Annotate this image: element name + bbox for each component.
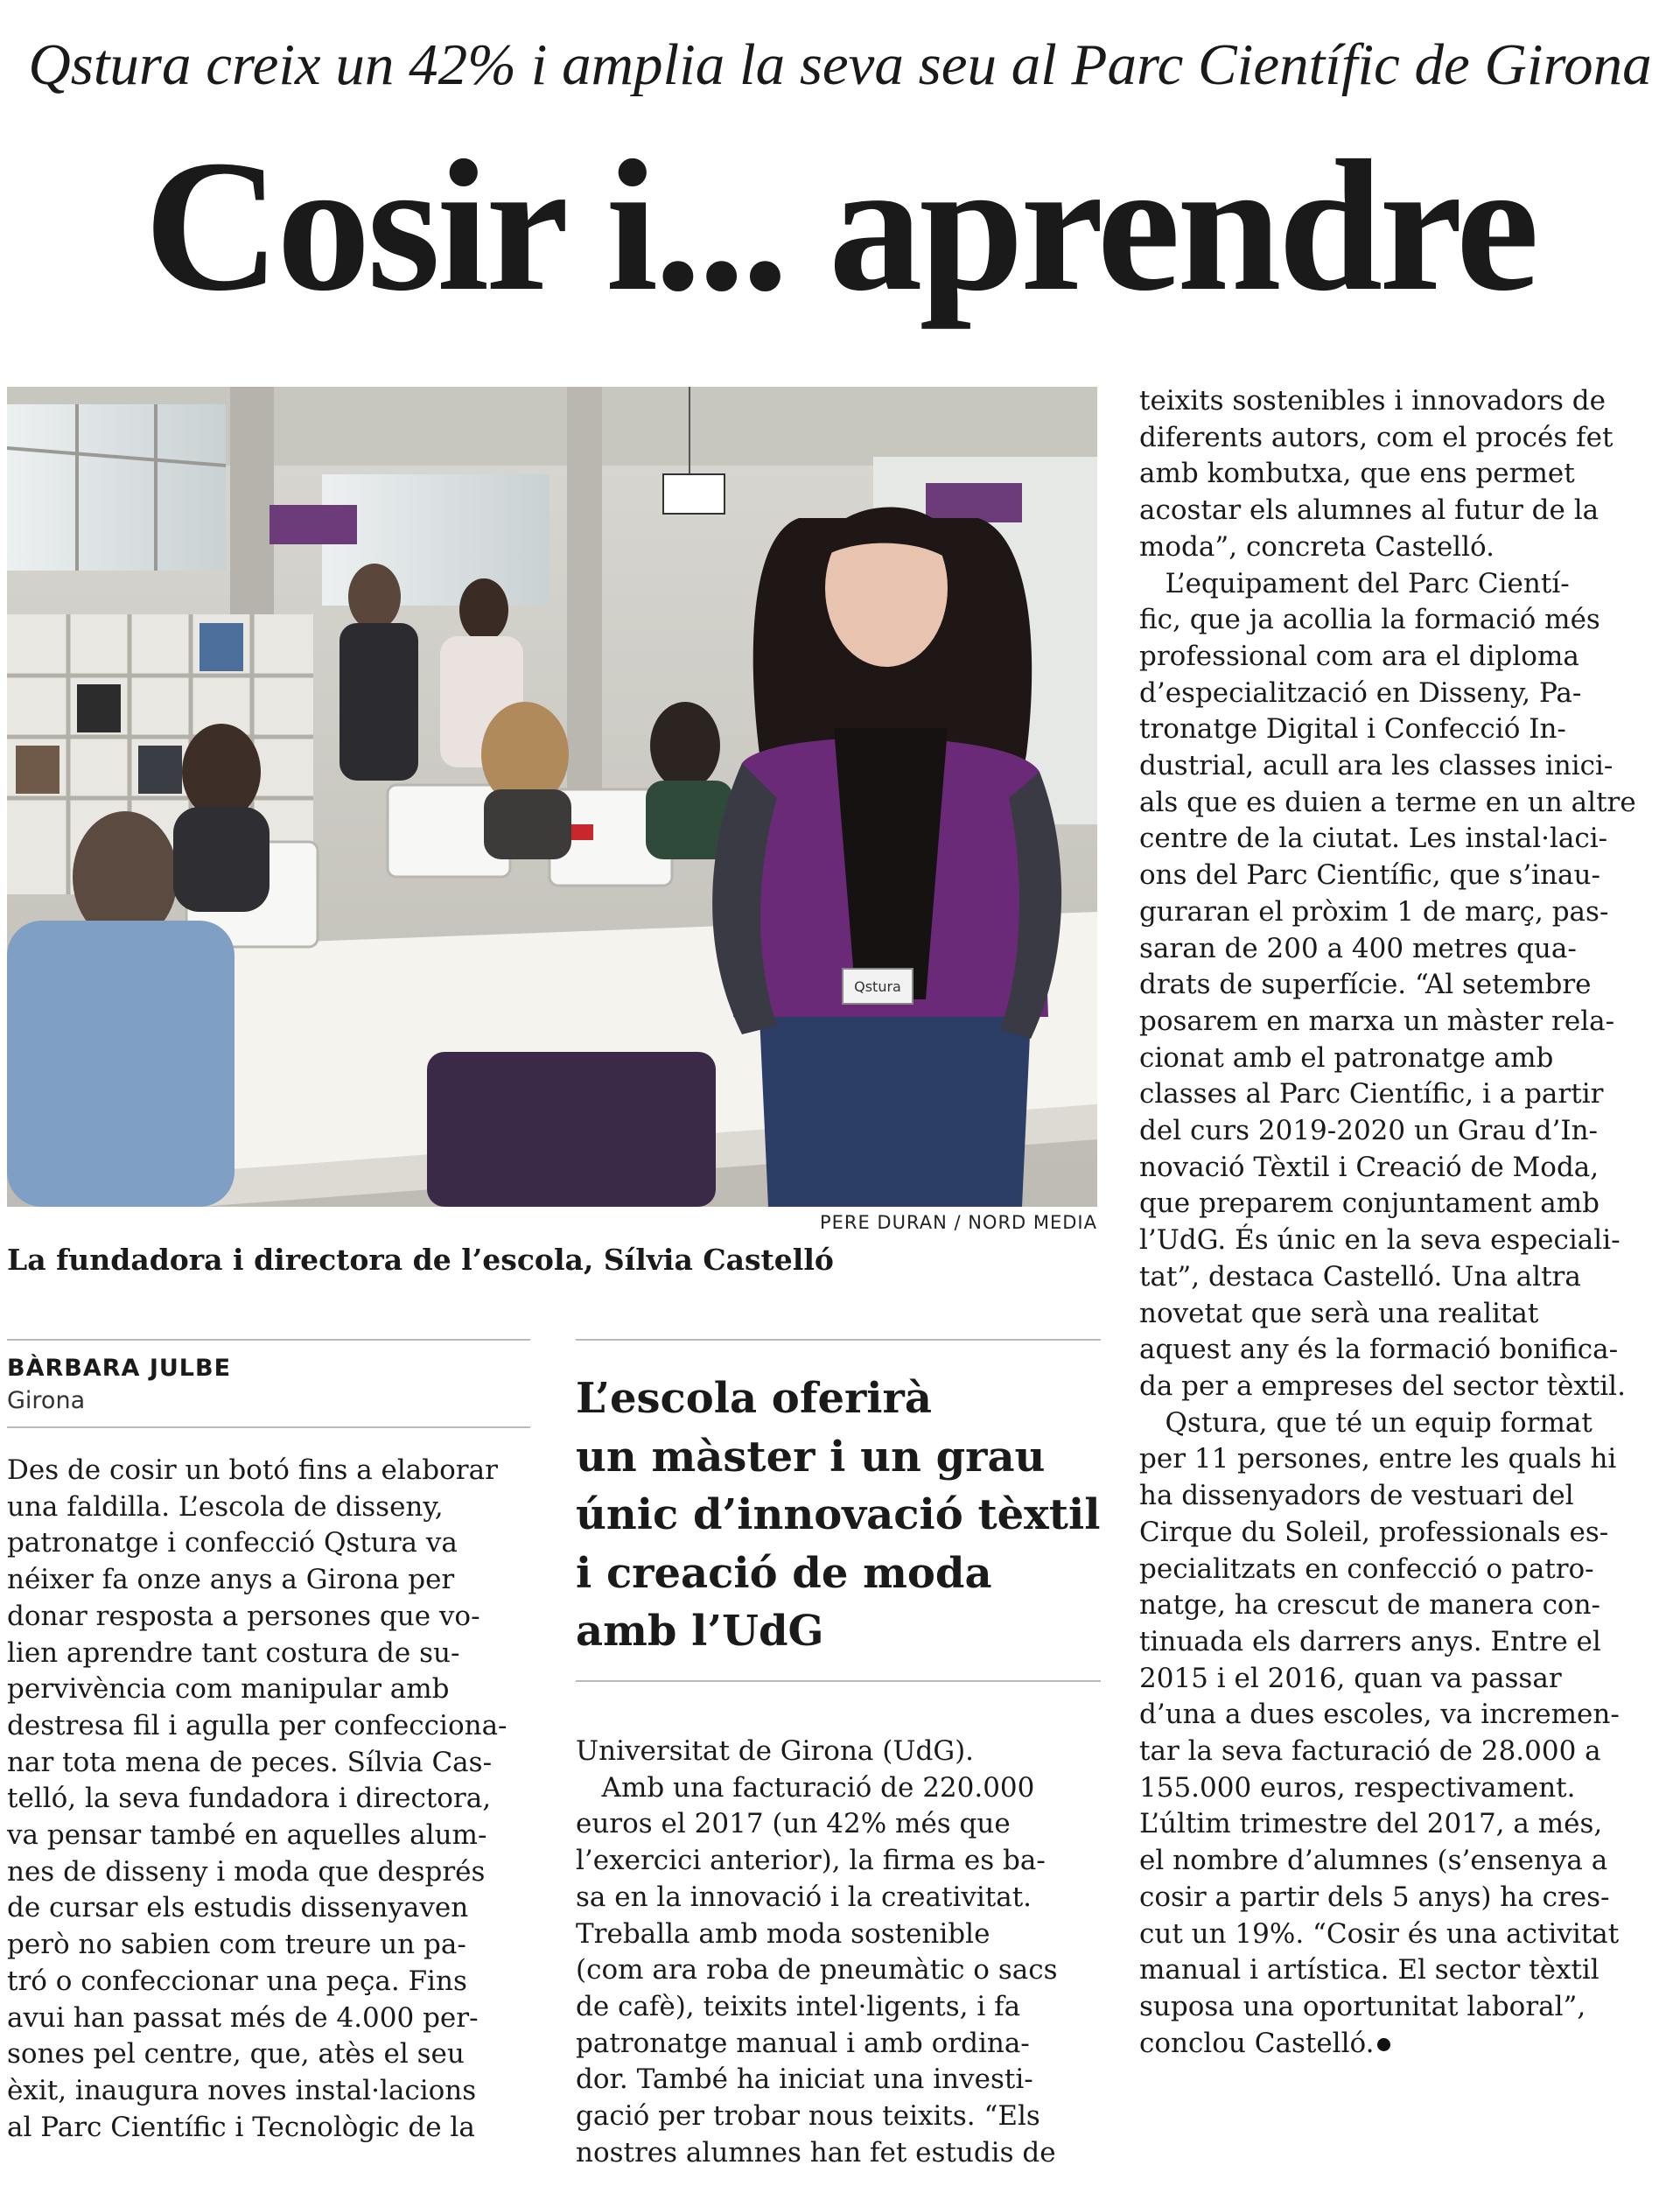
subhead-line: únic d’innovació tèxtil <box>576 1490 1101 1539</box>
photo-caption: La fundadora i directora de l’escola, Sílvia Castelló <box>7 1243 834 1277</box>
byline-place: Girona <box>7 1387 86 1414</box>
text-line: classes al Parc Científic, i a partir <box>1139 1078 1604 1111</box>
text-line: cut un 19%. “Cosir és una activitat <box>1139 1917 1620 1950</box>
text-line: gació per trobar nous teixits. “Els <box>576 2100 1040 2133</box>
text-line: Qstura, que té un equip format <box>1139 1406 1592 1439</box>
kicker: Qstura creix un 42% i amplia la seva seu al Parc Científic de Girona <box>28 32 1652 97</box>
text-line: tronatge Digital i Confecció In- <box>1139 713 1566 746</box>
text-line: (com ara roba de pneumàtic o sacs <box>576 1954 1058 1986</box>
text-line: l’exercici anterior), la firma es ba- <box>576 1845 1046 1877</box>
text-line: novetat que serà una realitat <box>1139 1297 1539 1329</box>
text-line: dor. També ha iniciat una investi- <box>576 2063 1033 2096</box>
text-line: donar resposta a persones que vo- <box>7 1600 480 1632</box>
subhead-line: un màster i un grau <box>576 1432 1046 1482</box>
text-line: nostres alumnes han fet estudis de <box>576 2136 1056 2168</box>
text-line: teixits sostenibles i innovadors de <box>1139 385 1606 417</box>
text-line: per 11 persones, entre les quals hi <box>1139 1443 1617 1475</box>
text-line: conclou Castelló. <box>1139 2027 1375 2059</box>
text-line: de cursar els estudis dissenyaven <box>7 1892 469 1924</box>
text-line: destresa fil i agulla per confecciona- <box>7 1709 508 1741</box>
text-line: ons del Parc Científic, que s’inau- <box>1139 859 1600 892</box>
text-line: nes de disseny i moda que després <box>7 1855 486 1888</box>
end-mark-icon <box>1377 2038 1390 2051</box>
text-line: cionat amb el patronatge amb <box>1139 1041 1554 1074</box>
text-line: professional com ara el diploma <box>1139 640 1579 672</box>
text-line: fic, que ja acollia la formació més <box>1139 604 1600 636</box>
subhead-line: amb l’UdG <box>576 1607 824 1656</box>
byline-author: BÀRBARA JULBE <box>7 1355 232 1382</box>
text-line: amb kombutxa, que ens permet <box>1139 458 1575 490</box>
text-line: Cirque du Soleil, professionals es- <box>1139 1516 1609 1548</box>
text-line: acostar els alumnes al futur de la <box>1139 494 1600 527</box>
divider <box>576 1680 1101 1682</box>
text-line: saran de 200 a 400 metres qua- <box>1139 932 1577 964</box>
text-line: va pensar també en aquelles alum- <box>7 1819 487 1852</box>
body-column-3 <box>1139 383 1664 2062</box>
text-line: guraran el pròxim 1 de març, pas- <box>1139 895 1609 928</box>
text-line: de cafè), teixits intel·ligents, i fa <box>576 1990 1021 2022</box>
text-line: pervivència com manipular amb <box>7 1673 450 1706</box>
text-line: tat”, destaca Castelló. Una altra <box>1139 1260 1581 1293</box>
text-line: aquest any és la formació bonifica- <box>1139 1334 1619 1366</box>
text-line: Des de cosir un botó fins a elaborar <box>7 1454 498 1486</box>
text-line: sones pel centre, que, atès el seu <box>7 2038 465 2070</box>
name-badge: Qstura <box>854 978 901 995</box>
text-line: tar la seva facturació de 28.000 a <box>1139 1735 1601 1768</box>
text-line: Universitat de Girona (UdG). <box>576 1735 975 1767</box>
text-line: moda”, concreta Castelló. <box>1139 530 1494 563</box>
photo-credit: PERE DURAN / NORD MEDIA <box>819 1212 1097 1233</box>
text-line: euros el 2017 (un 42% més que <box>576 1808 1011 1840</box>
text-line: drats de superfície. “Al setembre <box>1139 969 1592 1001</box>
text-line: da per a empreses del sector tèxtil. <box>1139 1370 1626 1402</box>
text-line: tinuada els darrers anys. Entre el <box>1139 1625 1601 1657</box>
text-line: lien aprendre tant costura de su- <box>7 1636 460 1669</box>
text-line: que preparem conjuntament amb <box>1139 1188 1600 1220</box>
text-line: pecialitzats en confecció o patro- <box>1139 1552 1594 1585</box>
text-line-final <box>1139 2026 1664 2063</box>
text-line: L’equipament del Parc Cientí- <box>1139 567 1570 599</box>
text-line: cosir a partir dels 5 anys) ha cres- <box>1139 1881 1610 1913</box>
text-line: patronatge manual i amb ordina- <box>576 2027 1030 2059</box>
text-line: Amb una facturació de 220.000 <box>576 1771 1035 1804</box>
divider <box>7 1339 530 1341</box>
text-line: sa en la innovació i la creativitat. <box>576 1881 1032 1913</box>
text-line: ha dissenyadors de vestuari del <box>1139 1480 1574 1512</box>
classroom-photo <box>7 387 1097 1207</box>
text-line: una faldilla. L’escola de disseny, <box>7 1490 444 1523</box>
text-line: 155.000 euros, respectivament. <box>1139 1771 1576 1804</box>
divider <box>7 1426 530 1428</box>
text-line: al Parc Científic i Tecnològic de la <box>7 2111 475 2143</box>
text-line: suposa una oportunitat laboral”, <box>1139 1990 1586 2022</box>
text-line: centre de la ciutat. Les instal·laci- <box>1139 823 1608 855</box>
divider <box>576 1339 1101 1341</box>
text-line: d’especialització en Disseny, Pa- <box>1139 676 1582 709</box>
text-line: avui han passat més de 4.000 per- <box>7 2001 479 2034</box>
article-photo <box>7 387 1097 1207</box>
text-line: èxit, inaugura noves instal·lacions <box>7 2074 477 2106</box>
text-line: el nombre d’alumnes (s’ensenya a <box>1139 1845 1608 1877</box>
text-line: però no sabien com treure un pa- <box>7 1929 466 1961</box>
subhead-line: L’escola oferirà <box>576 1374 932 1423</box>
subhead-line: i creació de moda <box>576 1548 992 1598</box>
text-line: manual i artística. El sector tèxtil <box>1139 1954 1600 1986</box>
text-line: posarem en marxa un màster rela- <box>1139 1005 1615 1037</box>
text-line: L’últim trimestre del 2017, a més, <box>1139 1808 1603 1840</box>
text-line: patronatge i confecció Qstura va <box>7 1527 458 1559</box>
text-line: als que es duien a terme en un altre <box>1139 786 1636 818</box>
text-line: dustrial, acull ara les classes inici- <box>1139 750 1614 782</box>
headline: Cosir i... aprendre <box>144 121 1536 330</box>
subheadline <box>576 1370 1101 1661</box>
text-line: néixer fa onze anys a Girona per <box>7 1564 455 1596</box>
text-line: l’UdG. És únic en la seva especiali- <box>1139 1224 1620 1257</box>
text-line: telló, la seva fundadora i directora, <box>7 1783 492 1815</box>
text-line: nar tota mena de peces. Sílvia Cas- <box>7 1746 493 1778</box>
body-column-1 <box>7 1453 530 2146</box>
text-line: natge, ha crescut de manera con- <box>1139 1589 1601 1622</box>
text-line: tró o confeccionar una peça. Fins <box>7 1965 467 1997</box>
text-line: Treballa amb moda sostenible <box>576 1917 990 1950</box>
text-line: diferents autors, com el procés fet <box>1139 421 1614 453</box>
text-line: del curs 2019-2020 un Grau d’In- <box>1139 1115 1599 1147</box>
text-line: d’una a dues escoles, va incremen- <box>1139 1699 1620 1731</box>
text-line: novació Tèxtil i Creació de Moda, <box>1139 1151 1600 1183</box>
body-column-2 <box>576 1734 1101 2171</box>
text-line: 2015 i el 2016, quan va passar <box>1139 1662 1562 1694</box>
